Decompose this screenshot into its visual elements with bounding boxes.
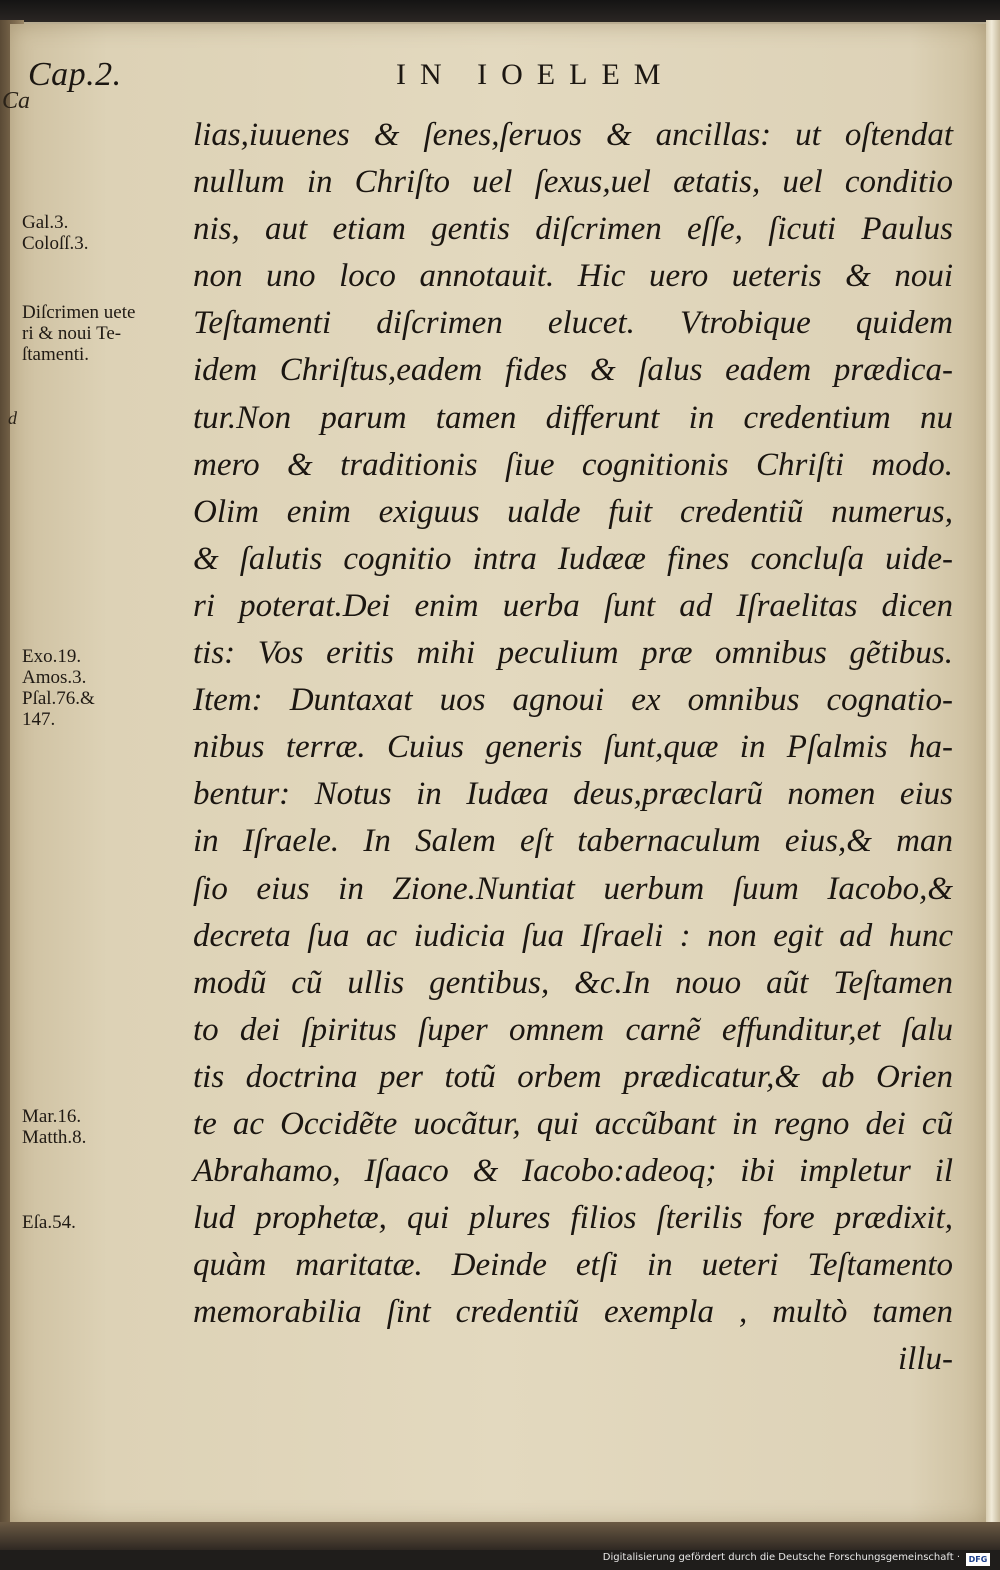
margin-note-line: Eſa.54. <box>22 1212 76 1233</box>
text-line: & ſalutis cognitio intra Iudææ fines concluſa uide- <box>193 540 953 577</box>
text-line: te ac Occidẽte uocãtur, qui accũbant in regno dei cũ <box>193 1105 953 1142</box>
text-line: Olim enim exiguus ualde fuit credentiũ numerus, <box>193 493 953 530</box>
text-line: nullum in Chriſto uel ſexus,uel ætatis, uel conditio <box>193 164 953 201</box>
text-line: bentur: Notus in Iudæa deus,præclarũ nomen eius <box>193 776 953 813</box>
text-line: memorabilia ſint credentiũ exempla , multò tamen <box>193 1294 953 1331</box>
page-edge <box>986 20 1000 1550</box>
text-line: nis, aut etiam gentis diſcrimen eſſe, ſicuti Paulus <box>193 211 953 248</box>
text-line: tis doctrina per totũ orbem prædicatur,& ab Orien <box>193 1058 953 1095</box>
margin-note-line: Pſal.76.& <box>22 688 95 709</box>
text-line: Abrahamo, Iſaaco & Iacobo:adeoq; ibi impletur il <box>193 1153 953 1190</box>
margin-note-line: Diſcrimen uete <box>22 302 136 323</box>
margin-note-discrimen <box>22 302 135 365</box>
margin-note-line: Amos.3. <box>22 667 87 688</box>
footer-bar <box>0 1550 1000 1570</box>
margin-note-gal-coloss <box>22 212 89 254</box>
body-text <box>193 112 953 1384</box>
margin-note-line: ri & noui Te- <box>22 323 122 344</box>
text-line: decreta ſua ac iudicia ſua Iſraeli : non egit ad hunc <box>193 917 953 954</box>
text-line: ri poterat.Dei enim uerba ſunt ad Iſraelitas dicen <box>193 587 953 624</box>
text-line: non uno loco annotauit. Hic uero ueteris & noui <box>193 258 953 295</box>
text-line: Item: Duntaxat uos agnoui ex omnibus cognatio- <box>193 682 953 719</box>
marginal-notes <box>22 0 192 1520</box>
text-line: tis: Vos eritis mihi peculium præ omnibus gẽtibus. <box>193 635 953 672</box>
text-line: nibus terræ. Cuius generis ſunt,quæ in Pſalmis ha- <box>193 729 953 766</box>
margin-note-mar-matth <box>22 1106 86 1148</box>
text-line: Teſtamenti diſcrimen elucet. Vtrobique quidem <box>193 305 953 342</box>
text-line: mero & traditionis ſiue cognitionis Chriſti modo. <box>193 446 953 483</box>
edge-fragment-mid: d <box>8 408 17 428</box>
page-title: IN IOELEM <box>396 58 675 91</box>
margin-note-exo-amos-psal <box>22 646 95 730</box>
margin-note-line: Gal.3. <box>22 212 69 233</box>
margin-note-line: 147. <box>22 709 56 730</box>
bottom-binding-band <box>0 1522 1000 1552</box>
text-line: lud prophetæ, qui plures filios ſterilis fore prædixit, <box>193 1200 953 1237</box>
margin-note-line: Mar.16. <box>22 1106 82 1127</box>
edge-fragment-top: Ca <box>2 88 31 114</box>
text-line: to dei ſpiritus ſuper omnem carnẽ effunditur,et ſalu <box>193 1011 953 1048</box>
margin-note-line: Exo.19. <box>22 646 82 667</box>
text-line: idem Chriſtus,eadem fides & ſalus eadem prædica- <box>193 352 953 389</box>
digitization-credit: Digitalisierung gefördert durch die Deutsche Forschungsgemeinschaft · <box>602 1552 960 1563</box>
text-line: in Iſraele. In Salem eſt tabernaculum eius,& man <box>193 823 953 860</box>
margin-note-line: Coloſſ.3. <box>22 233 89 254</box>
text-line: ſio eius in Zione.Nuntiat uerbum ſuum Iacobo,& <box>193 870 953 907</box>
margin-note-line: ſtamenti. <box>22 344 90 365</box>
text-line: tur.Non parum tamen differunt in credentium nu <box>193 399 953 436</box>
catchword: illu- <box>898 1341 953 1378</box>
margin-note-line: Matth.8. <box>22 1127 87 1148</box>
text-line: quàm maritatæ. Deinde etſi in ueteri Teſtamento <box>193 1247 953 1284</box>
text-line: lias,iuuenes & ſenes,ſeruos & ancillas: ut oſtendat <box>193 117 953 153</box>
text-line: modũ cũ ullis gentibus, &c.In nouo aũt Teſtamen <box>193 964 953 1001</box>
dfg-logo: DFG <box>966 1553 990 1566</box>
chapter-label: Cap.2. <box>28 56 122 93</box>
margin-note-esa <box>22 1212 76 1233</box>
